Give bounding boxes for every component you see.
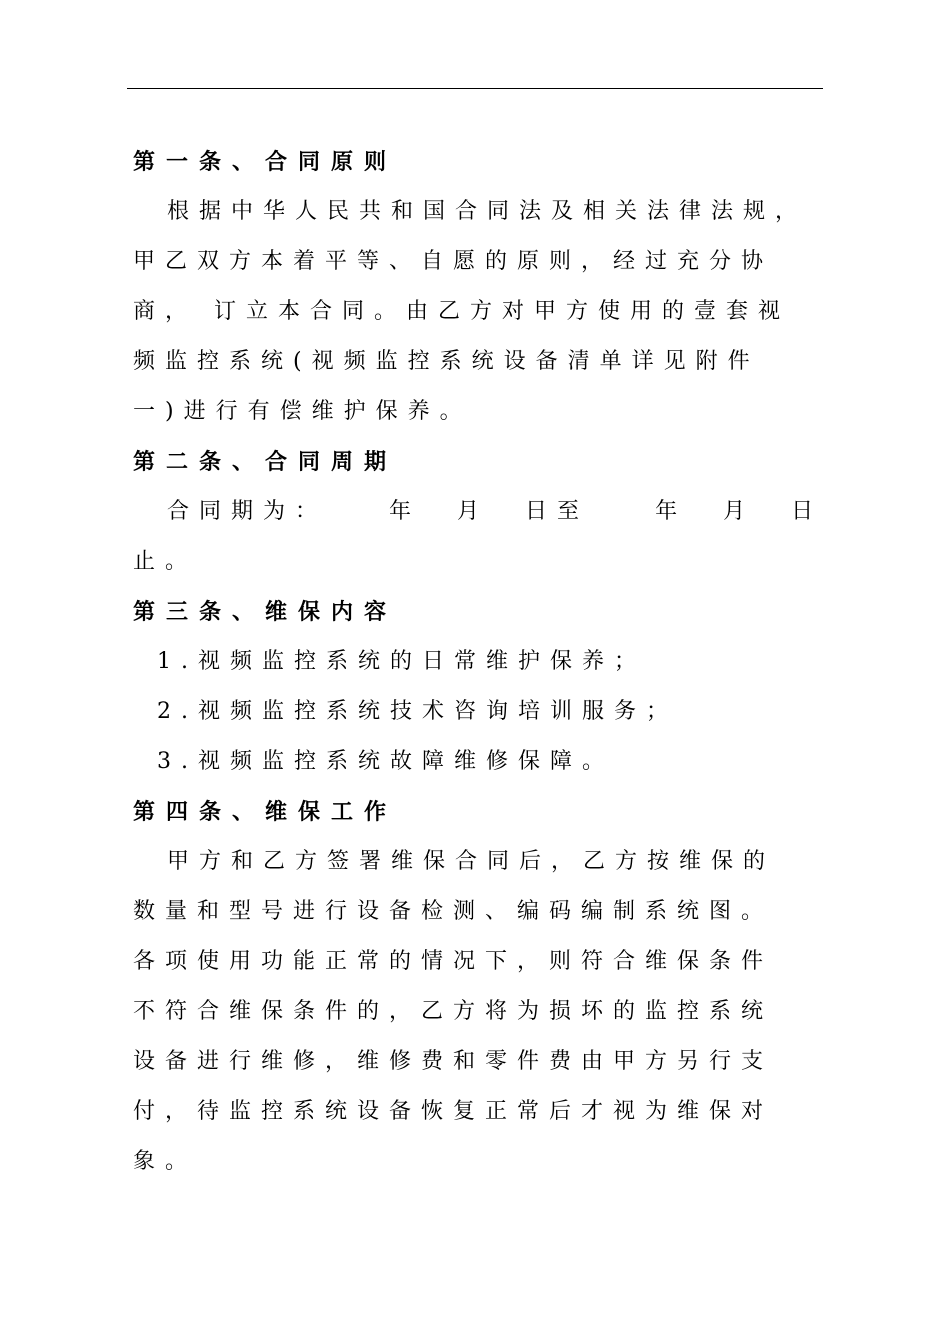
article-1-line: 商， 订立本合同。由乙方对甲方使用的壹套视 bbox=[133, 299, 790, 324]
article-1-heading: 第一条、合同原则 bbox=[133, 149, 398, 175]
end-year-label: 年 bbox=[655, 499, 688, 524]
period-label: 合同期为： bbox=[167, 499, 328, 524]
end-month-label: 月 bbox=[723, 499, 756, 524]
article-4-line: 各项使用功能正常的情况下，则符合维保条件 bbox=[133, 949, 774, 974]
maintenance-item: 2.视频监控系统技术咨询培训服务； bbox=[157, 699, 678, 724]
article-3-heading: 第三条、维保内容 bbox=[133, 599, 398, 625]
maintenance-item: 1.视频监控系统的日常维护保养； bbox=[157, 649, 646, 674]
article-4-heading: 第四条、维保工作 bbox=[133, 799, 398, 825]
article-4-line: 付，待监控系统设备恢复正常后才视为维保对 bbox=[133, 1099, 774, 1124]
article-4-line: 象。 bbox=[133, 1149, 198, 1174]
article-1-line: 频监控系统(视频监控系统设备清单详见附件 bbox=[133, 349, 760, 374]
article-4-line: 不符合维保条件的，乙方将为损坏的监控系统 bbox=[133, 999, 774, 1024]
start-day-to-label: 日至 bbox=[525, 499, 590, 524]
article-1-line: 甲乙双方本着平等、自愿的原则，经过充分协 bbox=[133, 249, 774, 274]
article-4-line: 设备进行维修，维修费和零件费由甲方另行支 bbox=[133, 1049, 774, 1074]
article-4-line: 甲方和乙方签署维保合同后，乙方按维保的 bbox=[167, 849, 776, 874]
document-body bbox=[133, 137, 823, 1187]
article-2-heading: 第二条、合同周期 bbox=[133, 449, 398, 475]
start-month-label: 月 bbox=[457, 499, 490, 524]
contract-period-end: 止。 bbox=[133, 549, 198, 574]
article-1-line: 一)进行有偿维护保养。 bbox=[133, 399, 472, 424]
maintenance-item: 3.视频监控系统故障维修保障。 bbox=[157, 749, 614, 774]
article-1-line: 根据中华人民共和国合同法及相关法律法规， bbox=[167, 199, 808, 224]
article-4-line: 数量和型号进行设备检测、编码编制系统图。 bbox=[133, 899, 774, 924]
header-rule bbox=[127, 88, 823, 89]
start-year-label: 年 bbox=[389, 499, 422, 524]
contract-period-line bbox=[133, 487, 823, 537]
end-day-label: 日 bbox=[791, 499, 824, 524]
